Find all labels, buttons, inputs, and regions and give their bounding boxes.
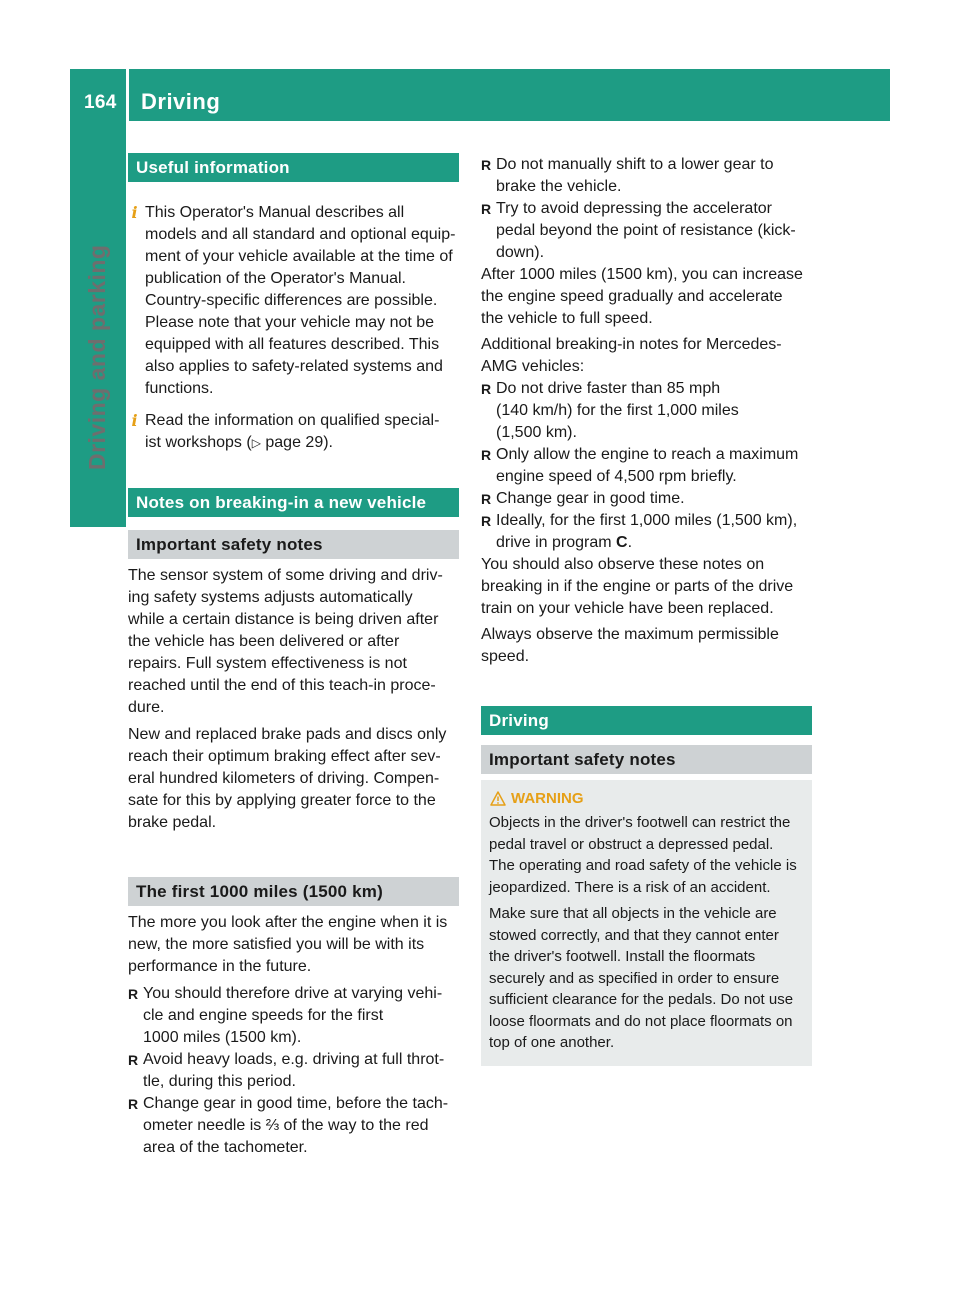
observe-paragraph: You should also observe these notes on breaking in if the engine or parts of the drive train on your vehicle have been replaced. — [481, 556, 794, 617]
info-note-1 — [128, 202, 459, 400]
list-item: R Try to avoid depressing the accelerator pedal beyond the point of resistance (kick- down). — [481, 200, 796, 261]
bullet-icon: R — [128, 1052, 139, 1068]
amg-paragraph: Additional breaking-in notes for Mercedes- AMG vehicles: — [481, 336, 782, 375]
first-1000-heading: The first 1000 miles (1500 km) — [128, 877, 459, 906]
breaking-in-paragraph-1: The sensor system of some driving and driv- ing safety systems adjusts automatically while a certain distance is being driven after the vehicle has been delivered or after repairs. Full system effectiveness is not reached until the end of this teach-in proce- dure. — [128, 567, 443, 716]
bullet-icon: R — [481, 491, 492, 507]
page-header-bar — [70, 69, 890, 121]
page-ref-link[interactable]: page 29). — [260, 434, 333, 451]
bullet-icon: R — [128, 986, 139, 1002]
after-1000-paragraph: After 1000 miles (1500 km), you can increase the engine speed gradually and accelerate the vehicle to full speed. — [481, 266, 803, 327]
warning-text-2: Make sure that all objects in the vehicle are stowed correctly, and that they cannot enter the driver's footwell. Install the floormats securely and as specified in order to ensure sufficient clearance for the pedals. Do not use loose floormats and do not place floormats on top of one another. — [489, 905, 794, 1051]
page-ref-arrow-icon: ▷ — [251, 436, 261, 450]
list-item: R Do not drive faster than 85 mph (140 km/h) for the first 1,000 miles (1,500 km). — [481, 380, 739, 441]
amg-bullets — [481, 378, 812, 554]
breaking-in-subheading: Important safety notes — [128, 530, 459, 559]
bullet-icon: R — [481, 513, 492, 529]
driving-heading: Driving — [481, 706, 812, 735]
first-1000-bullets — [128, 983, 459, 1159]
list-item: R Ideally, for the first 1,000 miles (1,500 km), drive in program C. — [481, 512, 798, 551]
warning-header — [489, 788, 804, 810]
left-column — [128, 150, 459, 1159]
side-tab-label: Driving and parking — [84, 244, 110, 470]
driving-subheading: Important safety notes — [481, 745, 812, 774]
right-column — [481, 150, 812, 1066]
list-item: R Only allow the engine to reach a maximum engine speed of 4,500 rpm briefly. — [481, 446, 799, 485]
breaking-in-heading: Notes on breaking-in a new vehicle — [128, 488, 459, 517]
list-item: R You should therefore drive at varying vehi- cle and engine speeds for the first 1000 miles (1500 km). — [128, 985, 443, 1046]
list-item: R Do not manually shift to a lower gear to brake the vehicle. — [481, 156, 774, 195]
program-c-label: C — [616, 534, 628, 551]
header-divider — [126, 69, 129, 121]
bullet-icon: R — [481, 201, 492, 217]
info-note-2 — [128, 410, 459, 454]
list-item: R Avoid heavy loads, e.g. driving at full throt- tle, during this period. — [128, 1051, 445, 1090]
warning-text-1: Objects in the driver's footwell can restrict the pedal travel or obstruct a depressed pedal. The operating and road safety of the vehicle is jeopardized. There is a risk of an accident. — [489, 814, 797, 896]
info-icon: i — [131, 203, 138, 222]
side-section-tab — [84, 130, 114, 470]
speed-paragraph: Always observe the maximum permissible speed. — [481, 626, 779, 665]
bullet-icon: R — [481, 157, 492, 173]
warning-label: WARNING — [511, 790, 584, 807]
list-item: R Change gear in good time. — [481, 488, 812, 510]
info-icon: i — [131, 411, 138, 430]
info-note-1-text: This Operator's Manual describes all models and all standard and optional equip- ment of your vehicle available at the time of publication of the Operator's Manual. Country-specific differences are possible. Please note that your vehicle may not be equipped with all features described. This also applies to safety-related systems and functions. — [145, 204, 456, 397]
page-number: 164 — [84, 92, 117, 113]
page-title: Driving — [141, 89, 221, 114]
bullet-icon: R — [481, 381, 492, 397]
bullet-icon: R — [481, 447, 492, 463]
warning-triangle-icon — [490, 791, 506, 806]
breaking-in-paragraph-2: New and replaced brake pads and discs only reach their optimum braking effect after sev- eral hundred kilometers of driving. Compen- sate for this by applying greater force to the brake pedal. — [128, 726, 447, 831]
first-1000-paragraph: The more you look after the engine when it is new, the more satisfied you will be with its performance in the future. — [128, 914, 448, 975]
info-note-2-text: Read the information on qualified special- ist workshops (▷ page 29). — [145, 412, 440, 451]
bullet-icon: R — [128, 1096, 139, 1112]
useful-info-heading: Useful information — [128, 153, 459, 182]
list-item: R Change gear in good time, before the tach- ometer needle is ⅔ of the way to the red area of the tachometer. — [128, 1095, 449, 1156]
shift-bullets — [481, 154, 812, 264]
warning-box — [481, 780, 812, 1066]
